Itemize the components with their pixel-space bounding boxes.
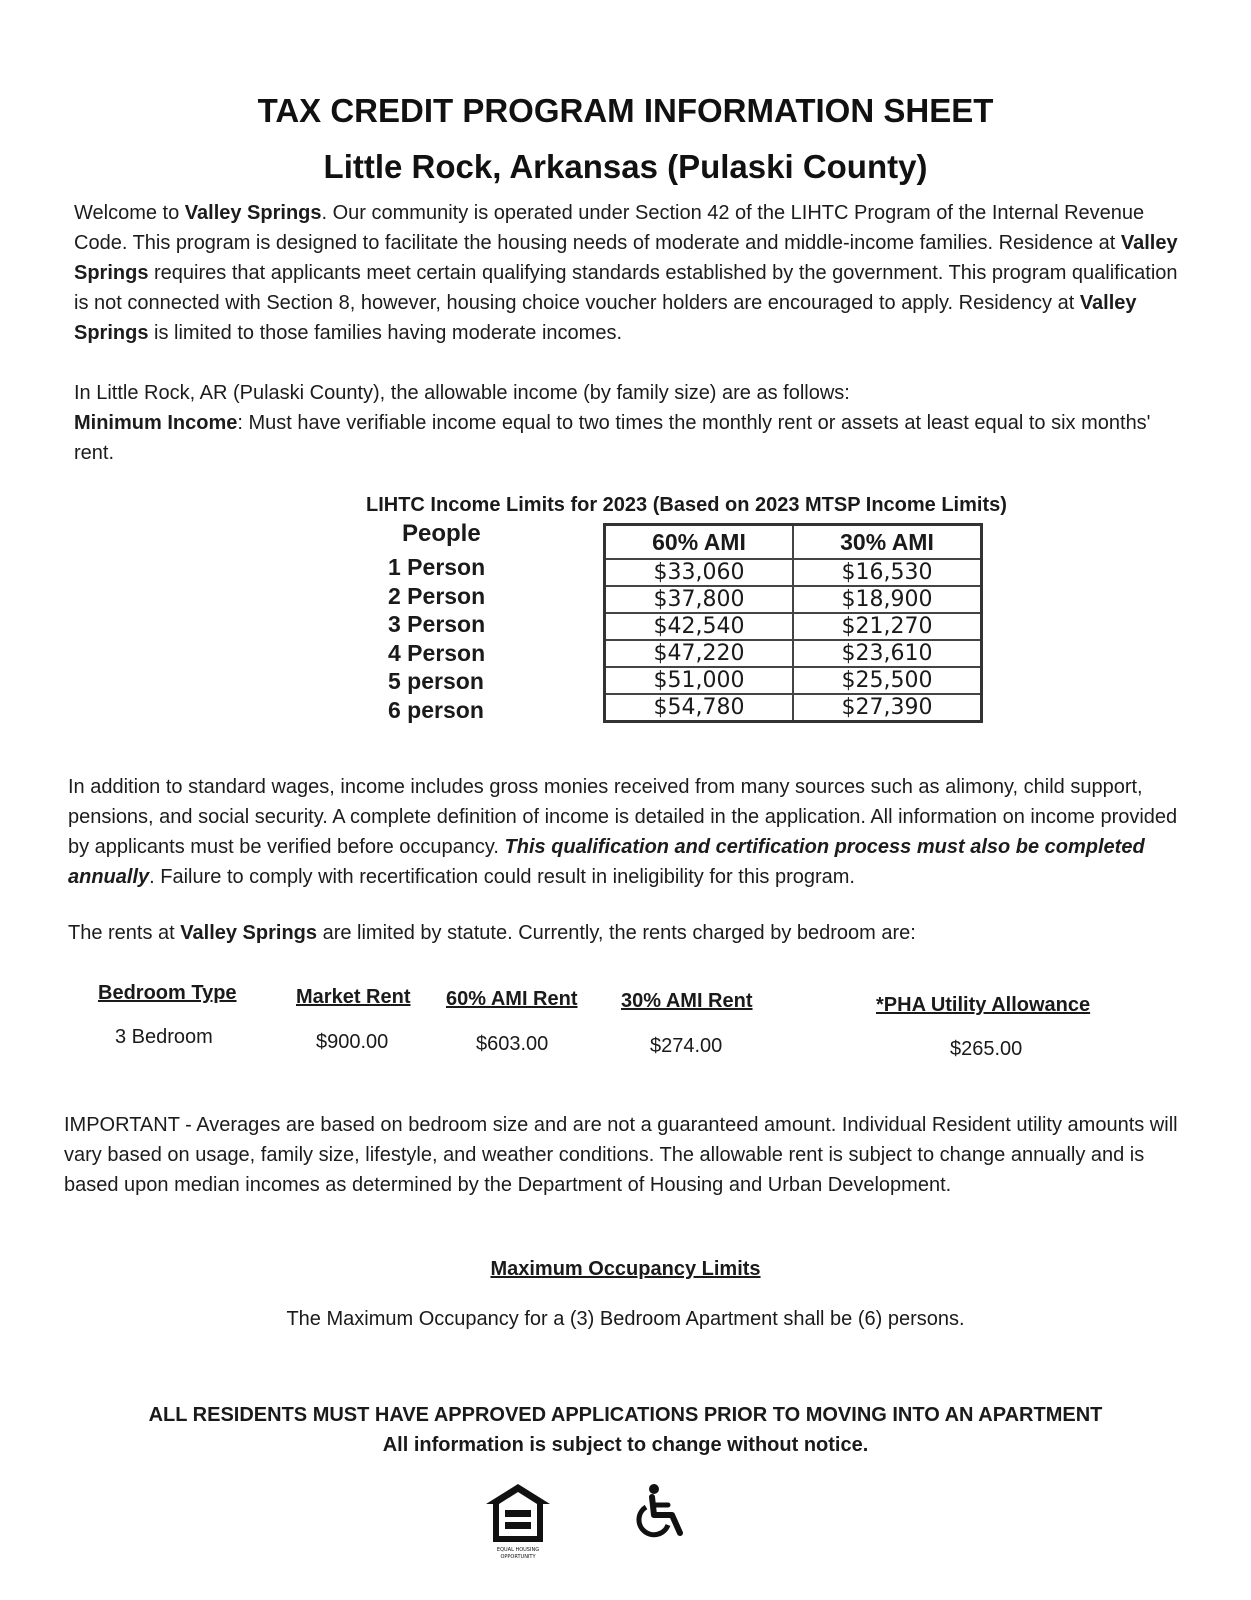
column-header-30-ami: 30% AMI xyxy=(793,525,982,560)
rents-intro-paragraph: The rents at Valley Springs are limited by statute. Currently, the rents charged by bedroom are: xyxy=(68,922,916,944)
minimum-income-label: Minimum Income xyxy=(74,412,238,434)
rent-value-30-ami-rent: $274.00 xyxy=(650,1035,723,1057)
rent-header-30-ami-rent: 30% AMI Rent xyxy=(621,990,753,1012)
people-row-label: 5 person xyxy=(388,668,484,695)
table-row xyxy=(605,559,982,586)
ami30-cell: $18,900 xyxy=(793,586,982,613)
change-notice: All information is subject to change without notice. xyxy=(382,1434,869,1456)
people-column xyxy=(388,520,568,725)
ami30-cell: $23,610 xyxy=(793,640,982,667)
people-row-label: 3 Person xyxy=(388,611,486,638)
application-requirement-notice: ALL RESIDENTS MUST HAVE APPROVED APPLICATIONS PRIOR TO MOVING INTO AN APARTMENT xyxy=(148,1404,1103,1426)
table-row xyxy=(605,586,982,613)
rent-header-60-ami-rent: 60% AMI Rent xyxy=(446,988,578,1010)
ami60-cell: $37,800 xyxy=(605,586,794,613)
wheelchair-accessibility-icon xyxy=(630,1483,690,1543)
eho-text-line-2: OPPORTUNITY xyxy=(500,1554,536,1560)
ami30-cell: $16,530 xyxy=(793,559,982,586)
rent-value-60-ami-rent: $603.00 xyxy=(476,1033,549,1055)
page-title: TAX CREDIT PROGRAM INFORMATION SHEET xyxy=(257,92,994,129)
rent-header-market-rent: Market Rent xyxy=(296,986,411,1008)
people-row-label: 2 Person xyxy=(388,582,486,609)
table-row xyxy=(605,667,982,694)
table-row xyxy=(605,613,982,640)
people-row-label: 6 person xyxy=(388,696,484,723)
welcome-paragraph: Welcome to Valley Springs. Our community is operated under Section 42 of the LIHTC Program of the Internal Revenue Code. This program is designed to facilitate the housing needs of moderate and middle-income families. Residence at Valley Springs requires that applicants meet certain qualifying standards established by the government. This program qualification is not connected with Section 8, however, housing choice voucher holders are encouraged to apply. Residency at Valley Springs is limited to those families having moderate incomes. xyxy=(74,202,1178,344)
eho-text-line-1: EQUAL HOUSING xyxy=(496,1547,540,1553)
ami30-cell: $27,390 xyxy=(793,694,982,722)
income-intro-paragraph: In Little Rock, AR (Pulaski County), the allowable income (by family size) are as follows: Minimum Income: Must have verifiable income equal to two times the monthly rent or assets at least equal to six months' rent. xyxy=(74,382,1151,464)
ami60-cell: $42,540 xyxy=(605,613,794,640)
people-row-label: 4 Person xyxy=(388,639,486,666)
rent-header-bedroom-type: Bedroom Type xyxy=(98,982,237,1004)
annual-certification-emphasis: This qualification and certification process must also be completed annually xyxy=(68,836,1145,888)
table-row xyxy=(605,640,982,667)
community-name: Valley Springs xyxy=(74,292,1137,344)
important-notice-paragraph: IMPORTANT - Averages are based on bedroom size and are not a guaranteed amount. Individual Resident utility amounts will vary based on usage, family size, lifestyle, and weather conditions. The allowable rent is subject to change annually and is based upon median incomes as determined by the Department of Housing and Urban Development. xyxy=(64,1114,1178,1196)
page-subtitle: Little Rock, Arkansas (Pulaski County) xyxy=(323,148,928,185)
rent-value-utility-allowance: $265.00 xyxy=(950,1038,1023,1060)
ami60-cell: $54,780 xyxy=(605,694,794,722)
rent-value-bedroom-type: 3 Bedroom xyxy=(115,1026,213,1048)
ami30-cell: $21,270 xyxy=(793,613,982,640)
rent-value-market-rent: $900.00 xyxy=(316,1031,389,1053)
table-row xyxy=(605,694,982,722)
people-header: People xyxy=(402,520,481,547)
column-header-60-ami: 60% AMI xyxy=(605,525,794,560)
income-limits-caption: LIHTC Income Limits for 2023 (Based on 2023 MTSP Income Limits) xyxy=(366,494,1007,516)
income-definition-paragraph: In addition to standard wages, income includes gross monies received from many sources such as alimony, child support, pensions, and social security. A complete definition of income is detailed in the application. All information on income provided by applicants must be verified before occupancy. This qualification and certification process must also be completed annually. Failure to comply with recertification could result in ineligibility for this program. xyxy=(68,776,1178,888)
community-name: Valley Springs xyxy=(184,202,322,224)
community-name: Valley Springs xyxy=(180,922,318,944)
community-name: Valley Springs xyxy=(74,232,1178,284)
people-row-label: 1 Person xyxy=(388,554,486,580)
ami30-cell: $25,500 xyxy=(793,667,982,694)
occupancy-heading: Maximum Occupancy Limits xyxy=(490,1258,761,1280)
ami60-cell: $51,000 xyxy=(605,667,794,694)
equal-housing-opportunity-icon xyxy=(483,1480,553,1570)
ami60-cell: $33,060 xyxy=(605,559,794,586)
rent-header-utility-allowance: *PHA Utility Allowance xyxy=(876,994,1091,1016)
occupancy-text: The Maximum Occupancy for a (3) Bedroom Apartment shall be (6) persons. xyxy=(286,1308,965,1330)
ami60-cell: $47,220 xyxy=(605,640,794,667)
income-limits-table xyxy=(603,523,983,723)
table-header-row xyxy=(605,525,982,560)
